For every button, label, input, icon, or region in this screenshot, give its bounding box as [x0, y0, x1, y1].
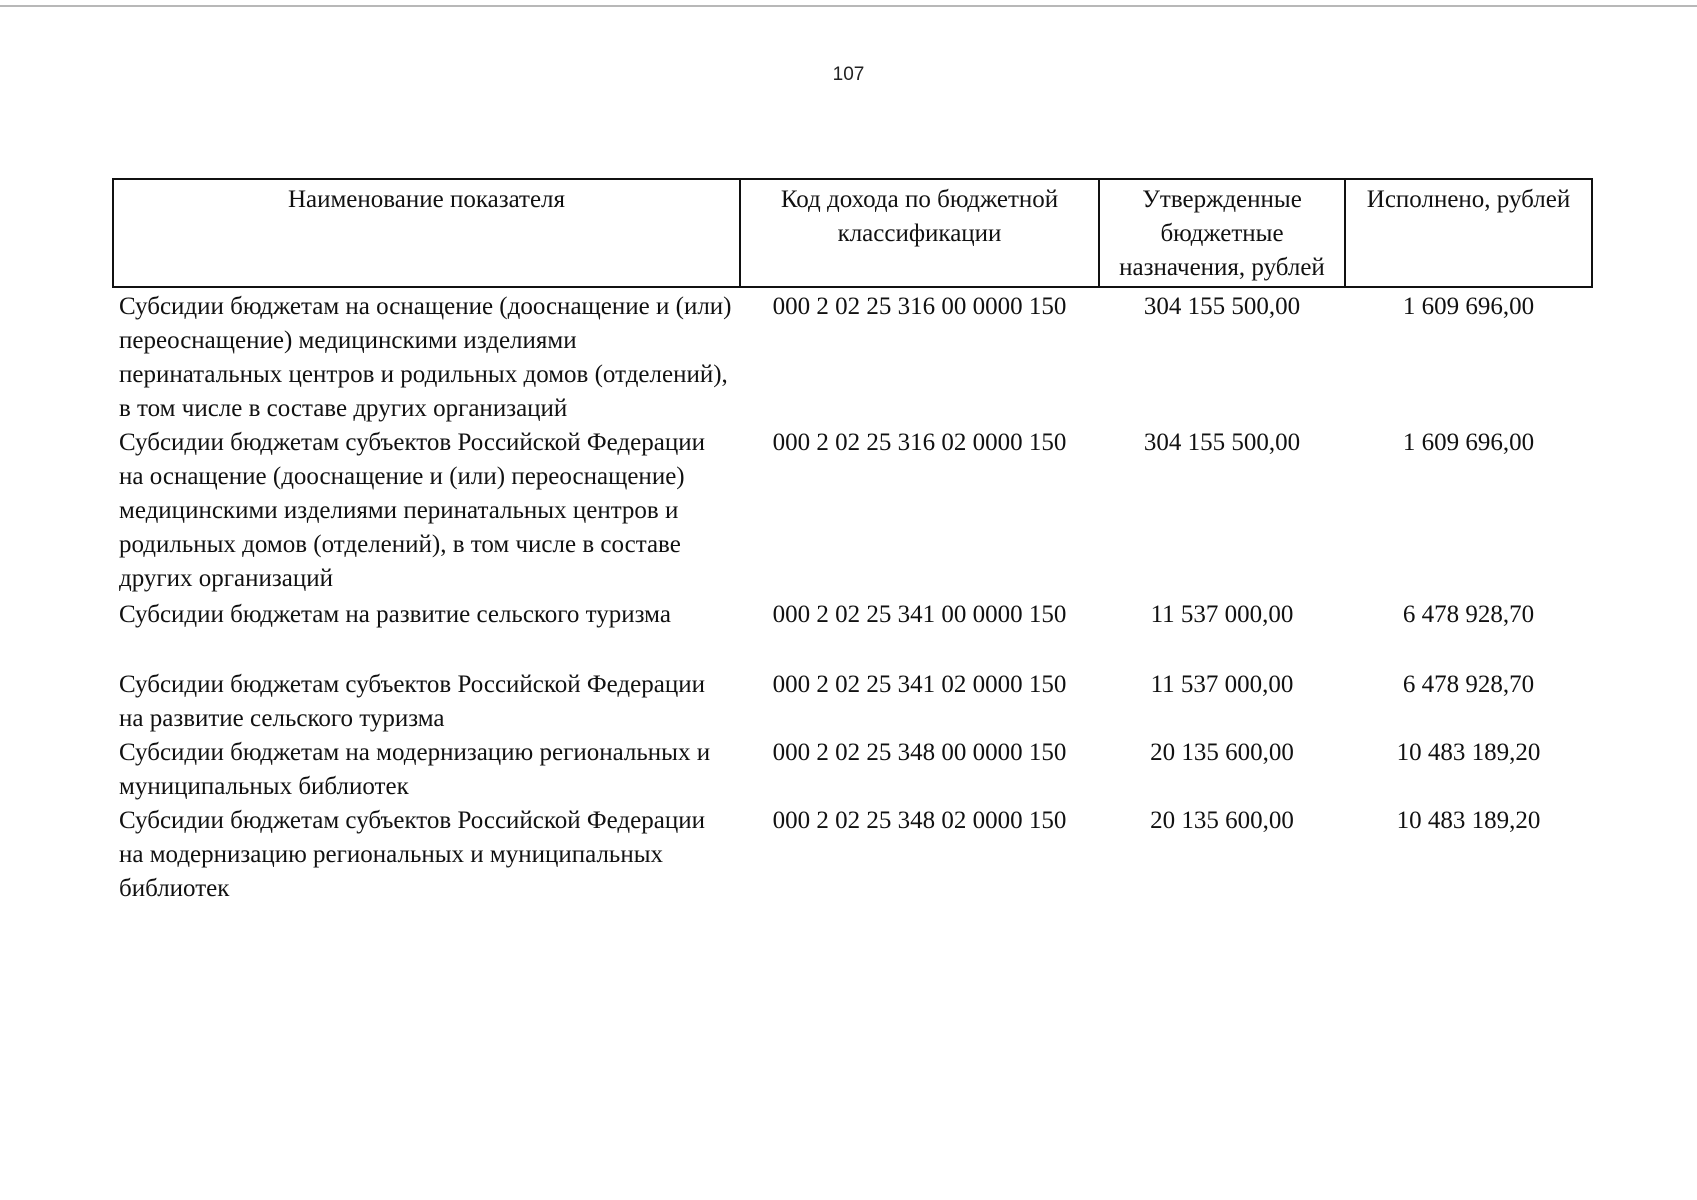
header-revenue-code: Код дохода по бюджетной классификации: [740, 179, 1099, 287]
cell-approved-amount: 304 155 500,00: [1143, 429, 1301, 456]
cell-approved-amount: 304 155 500,00: [1143, 293, 1301, 320]
cell-executed-amount: 6 478 928,70: [1402, 671, 1535, 698]
cell-approved-amount: 11 537 000,00: [1150, 671, 1294, 698]
cell-indicator-name: Субсидии бюджетам на оснащение (дооснащение и (или) переоснащение) медицинскими изделиями перинатальных центров и родильных домов (отделений), в том числе в составе других организаций: [119, 293, 732, 422]
cell-executed-amount: 6 478 928,70: [1402, 601, 1535, 628]
cell-revenue-code: 000 2 02 25 348 00 0000 150: [772, 739, 1067, 766]
cell-revenue-code: 000 2 02 25 341 00 0000 150: [772, 601, 1067, 628]
cell-executed-amount: 10 483 189,20: [1396, 807, 1541, 834]
table-row: [113, 598, 1592, 668]
cell-approved-amount: 20 135 600,00: [1150, 739, 1294, 766]
table-row: [113, 804, 1592, 906]
cell-indicator-name: Субсидии бюджетам субъектов Российской Федерации на модернизацию региональных и муниципальных библиотек: [119, 807, 705, 902]
header-approved-amount: Утвержденные бюджетные назначения, рублей: [1099, 179, 1345, 287]
cell-revenue-code: 000 2 02 25 316 02 0000 150: [772, 429, 1067, 456]
cell-approved-amount: 11 537 000,00: [1150, 601, 1294, 628]
revenue-table-container: [112, 178, 1593, 906]
cell-revenue-code: 000 2 02 25 316 00 0000 150: [772, 293, 1067, 320]
cell-indicator-name: Субсидии бюджетам субъектов Российской Федерации на развитие сельского туризма: [119, 671, 705, 732]
header-executed-amount: Исполнено, рублей: [1345, 179, 1592, 287]
cell-indicator-name: Субсидии бюджетам на развитие сельского туризма: [119, 601, 671, 628]
table-row: [113, 668, 1592, 736]
table-row: [113, 287, 1592, 426]
cell-revenue-code: 000 2 02 25 341 02 0000 150: [772, 671, 1067, 698]
table-header-row: [113, 179, 1592, 287]
cell-executed-amount: 1 609 696,00: [1402, 293, 1535, 320]
page-number: 107: [832, 64, 865, 85]
revenue-table: [112, 178, 1593, 906]
table-row: [113, 426, 1592, 598]
cell-executed-amount: 1 609 696,00: [1402, 429, 1535, 456]
table-row: [113, 736, 1592, 804]
cell-indicator-name: Субсидии бюджетам субъектов Российской Федерации на оснащение (дооснащение и (или) переоснащение) медицинскими изделиями перинатальных центров и родильных домов (отделений), в том числе в составе других организаций: [119, 429, 705, 592]
top-scan-rule: [0, 5, 1697, 7]
cell-executed-amount: 10 483 189,20: [1396, 739, 1541, 766]
cell-indicator-name: Субсидии бюджетам на модернизацию региональных и муниципальных библиотек: [119, 739, 711, 800]
cell-approved-amount: 20 135 600,00: [1150, 807, 1294, 834]
cell-revenue-code: 000 2 02 25 348 02 0000 150: [772, 807, 1067, 834]
header-indicator-name: Наименование показателя: [113, 179, 740, 287]
